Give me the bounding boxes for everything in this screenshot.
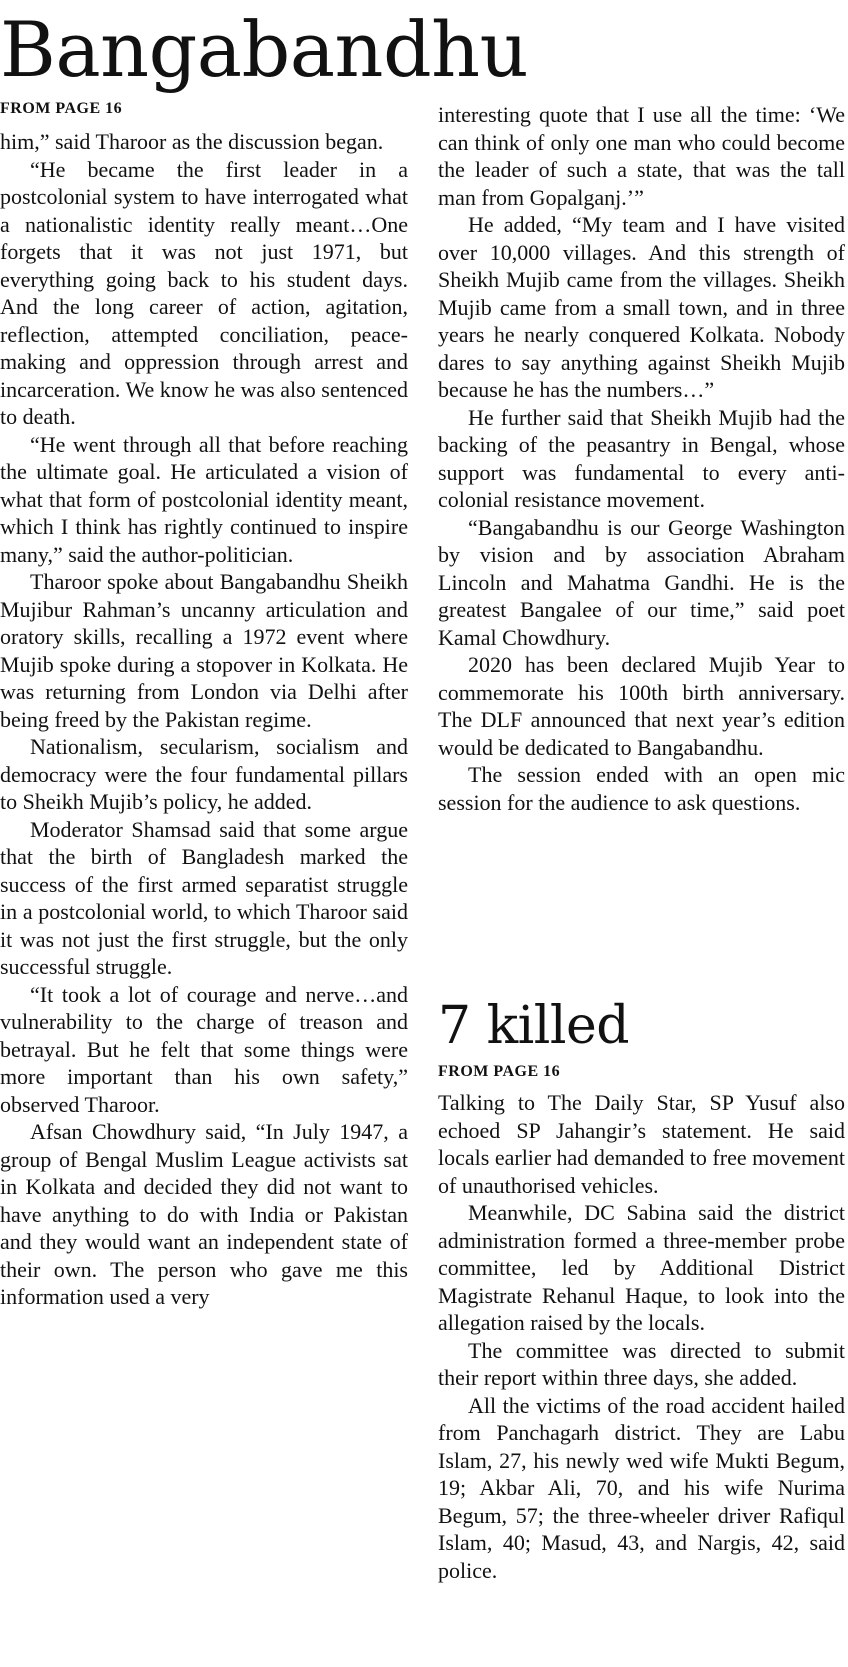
- article-column-7-killed: [438, 1089, 845, 1584]
- kicker-from-page-16-second: FROM PAGE 16: [438, 1063, 561, 1080]
- kicker-from-page-16: FROM PAGE 16: [0, 100, 123, 117]
- paragraph: Nationalism, secularism, socialism and democracy were the four fundamental pillars to Sheikh Mujib’s policy, he added.: [0, 734, 408, 814]
- paragraph: “He went through all that before reaching the ultimate goal. He articulated a vision of what that form of postcolonial identity meant, which I think has rightly continued to inspire many,” said the author-politician.: [0, 431, 408, 567]
- paragraph: Tharoor spoke about Bangabandhu Sheikh Mujibur Rahman’s uncanny articulation and oratory skills, recalling a 1972 event where Mujib spoke during a stopover in Kolkata. He was returning from London via Delhi after being freed by the Pakistan regime.: [0, 569, 408, 732]
- paragraph: 2020 has been declared Mujib Year to commemorate his 100th birth anniversary. The DLF announced that next year’s edition would be dedicated to Bangabandhu.: [438, 652, 845, 760]
- headline-bangabandhu: Bangabandhu: [0, 5, 529, 94]
- paragraph: All the victims of the road accident hailed from Panchagarh district. They are Labu Islam, 27, his newly wed wife Mukti Begum, 19; Akbar Ali, 70, and his wife Nurima Begum, 57; the three-wheeler driver Rafiqul Islam, 40; Masud, 43, and Nargis, 42, said police.: [438, 1392, 845, 1583]
- paragraph: The committee was directed to submit their report within three days, she added.: [438, 1337, 845, 1390]
- paragraph: The session ended with an open mic session for the audience to ask questions.: [438, 762, 845, 815]
- paragraph: He further said that Sheikh Mujib had the backing of the peasantry in Bengal, whose support was fundamental to every anti-colonial resistance movement.: [438, 404, 845, 512]
- paragraph: Meanwhile, DC Sabina said the district administration formed a three-member probe committee, led by Additional District Magistrate Rehanul Haque, to look into the allegation raised by the locals.: [438, 1200, 845, 1335]
- paragraph: Talking to The Daily Star, SP Yusuf also echoed SP Jahangir’s statement. He said locals earlier had demanded to free movement of unauthorised vehicles.: [438, 1090, 845, 1198]
- paragraph: Moderator Shamsad said that some argue that the birth of Bangladesh marked the success of the first armed separatist struggle in a postcolonial world, to which Tharoor said it was not just the first struggle, but the only successful struggle.: [0, 816, 408, 979]
- article-column-right-continued: [438, 101, 845, 816]
- headline-7-killed: 7 killed: [438, 996, 630, 1056]
- paragraph: Afsan Chowdhury said, “In July 1947, a group of Bengal Muslim League activists sat in Kolkata and decided they did not want to have anything to do with India or Pakistan and they would want an independent state of their own. The person who gave me this information used a very: [0, 1119, 408, 1309]
- paragraph: him,” said Tharoor as the discussion began.: [0, 129, 384, 154]
- paragraph: “He became the first leader in a postcolonial system to have interrogated what a nationalistic identity really meant…One forgets that it was not just 1971, but everything going back to his student days. And the long career of action, agitation, reflection, attempted conciliation, peace-making and oppression through arrest and incarceration. We know he was also sentenced to death.: [0, 156, 408, 429]
- article-column-left: [0, 128, 408, 1311]
- paragraph: He added, “My team and I have visited over 10,000 villages. And this strength of Sheikh Mujib came from the villages. Sheikh Mujib came from a small town, and in three years he nearly conquered Kolkata. Nobody dares to say anything against Sheikh Mujib because he has the numbers…”: [438, 212, 845, 402]
- paragraph: “Bangabandhu is our George Washington by vision and by association Abraham Lincoln and Mahatma Gandhi. He is the greatest Bangalee of our time,” said poet Kamal Chowdhury.: [438, 514, 845, 650]
- paragraph: interesting quote that I use all the time: ‘We can think of only one man who could become the leader of such a state, that was the tall man from Gopalganj.’”: [438, 102, 845, 210]
- paragraph: “It took a lot of courage and nerve…and vulnerability to the charge of treason and betrayal. But he felt that some things were more important than his own safety,” observed Tharoor.: [0, 981, 408, 1117]
